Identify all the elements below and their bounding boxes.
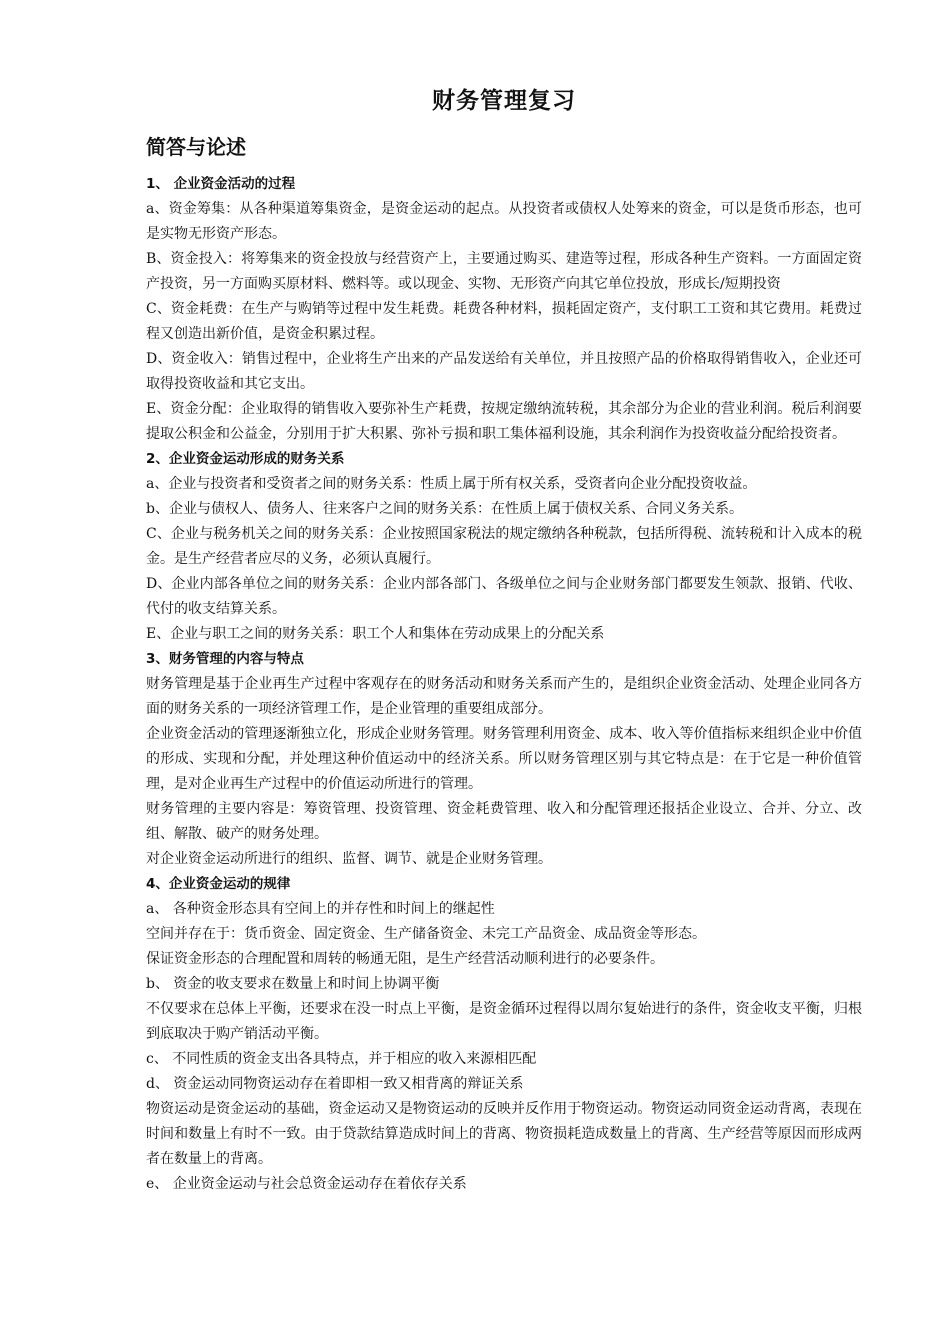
paragraph: D、企业内部各单位之间的财务关系：企业内部各部门、各级单位之间与企业财务部门都要发生领款、报销、代收、代付的收支结算关系。 — [146, 576, 862, 617]
page-title: 财务管理复习 — [432, 88, 576, 114]
numbered-heading: 2、企业资金运动形成的财务关系 — [146, 451, 345, 467]
paragraph: b、 资金的收支要求在数量上和时间上协调平衡 — [146, 976, 440, 992]
numbered-heading: 4、企业资金运动的规律 — [146, 876, 291, 892]
section-title: 简答与论述 — [146, 135, 246, 159]
paragraph: E、企业与职工之间的财务关系：职工个人和集体在劳动成果上的分配关系 — [146, 626, 605, 642]
paragraph: 对企业资金运动所进行的组织、监督、调节、就是企业财务管理。 — [146, 851, 552, 867]
paragraph: a、企业与投资者和受资者之间的财务关系：性质上属于所有权关系，受资者向企业分配投资收益。 — [146, 476, 757, 492]
paragraph: 企业资金活动的管理逐渐独立化，形成企业财务管理。财务管理利用资金、成本、收入等价值指标来组织企业中价值的形成、实现和分配，并处理这种价值运动中的经济关系。所以财务管理区别与其它特点是：在于它是一种价值管理，是对企业再生产过程中的价值运动所进行的管理。 — [146, 726, 862, 792]
paragraph: a、资金筹集：从各种渠道筹集资金，是资金运动的起点。从投资者或债权人处筹来的资金，可以是货币形态，也可是实物无形资产形态。 — [146, 201, 862, 242]
numbered-heading: 1、 企业资金活动的过程 — [146, 176, 296, 192]
paragraph: 空间并存在于：货币资金、固定资金、生产储备资金、未完工产品资金、成品资金等形态。 — [146, 926, 706, 942]
paragraph: C、企业与税务机关之间的财务关系：企业按照国家税法的规定缴纳各种税款，包括所得税、流转税和计入成本的税金。是生产经营者应尽的义务，必须认真履行。 — [146, 526, 862, 567]
paragraph: d、 资金运动同物资运动存在着即相一致又相背离的辩证关系 — [146, 1076, 524, 1092]
paragraph: 保证资金形态的合理配置和周转的畅通无阻，是生产经营活动顺利进行的必要条件。 — [146, 951, 664, 967]
paragraph: 财务管理是基于企业再生产过程中客观存在的财务活动和财务关系而产生的，是组织企业资金活动、处理企业同各方面的财务关系的一项经济管理工作，是企业管理的重要组成部分。 — [146, 676, 862, 717]
paragraph: D、资金收入：销售过程中，企业将生产出来的产品发送给有关单位，并且按照产品的价格取得销售收入，企业还可取得投资收益和其它支出。 — [146, 351, 862, 392]
paragraph: e、 企业资金运动与社会总资金运动存在着依存关系 — [146, 1176, 467, 1192]
paragraph: a、 各种资金形态具有空间上的并存性和时间上的继起性 — [146, 901, 495, 917]
paragraph: C、资金耗费：在生产与购销等过程中发生耗费。耗费各种材料，损耗固定资产，支付职工工资和其它费用。耗费过程又创造出新价值，是资金积累过程。 — [146, 301, 862, 342]
paragraph: 财务管理的主要内容是：筹资管理、投资管理、资金耗费管理、收入和分配管理还报括企业设立、合并、分立、改组、解散、破产的财务处理。 — [146, 801, 862, 842]
numbered-heading: 3、财务管理的内容与特点 — [146, 651, 304, 667]
paragraph: 物资运动是资金运动的基础，资金运动又是物资运动的反映并反作用于物资运动。物资运动同资金运动背离，表现在时间和数量上有时不一致。由于贷款结算造成时间上的背离、物资损耗造成数量上的背离、生产经营等原因而形成两者在数量上的背离。 — [146, 1101, 862, 1167]
paragraph: B、资金投入：将筹集来的资金投放与经营资产上，主要通过购买、建造等过程，形成各种生产资料。一方面固定资产投资，另一方面购买原材料、燃料等。或以现金、实物、无形资产向其它单位投放，形成长/短期投资 — [146, 251, 862, 292]
paragraph: b、企业与债权人、债务人、往来客户之间的财务关系：在性质上属于债权关系、合同义务关系。 — [146, 501, 743, 517]
paragraph: 不仅要求在总体上平衡，还要求在没一时点上平衡，是资金循环过程得以周尔复始进行的条件，资金收支平衡，归根到底取决于购产销活动平衡。 — [146, 1001, 862, 1042]
document-body — [146, 172, 862, 1197]
paragraph: E、资金分配：企业取得的销售收入要弥补生产耗费，按规定缴纳流转税，其余部分为企业的营业利润。税后利润要提取公积金和公益金，分别用于扩大积累、弥补亏损和职工集体福利设施，其余利润作为投资收益分配给投资者。 — [146, 401, 862, 442]
paragraph: c、 不同性质的资金支出各具特点，并于相应的收入来源相匹配 — [146, 1051, 537, 1067]
